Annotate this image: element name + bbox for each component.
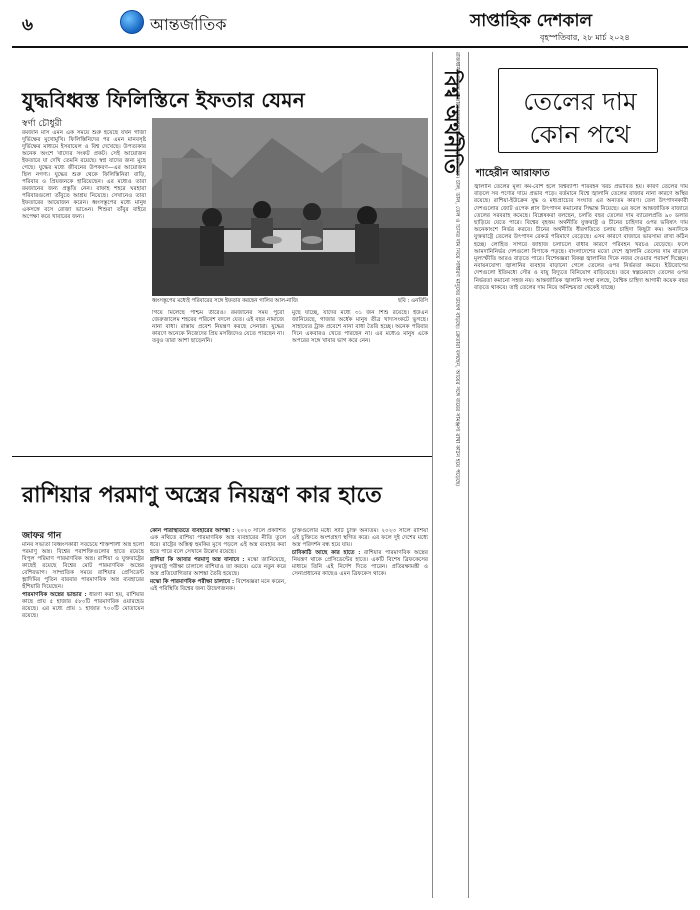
- column-divider: [468, 52, 469, 898]
- story2-paragraph: ২০২০ সালে প্রকাশিত এক নথিতে রাশিয়া পারমাণবিক অস্ত্র ব্যবহারের নীতি তুলে ধরে। রাষ্ট্রের অস্তিত্ব হুমকির মুখে পড়লে এই অস্ত্র ব্যবহার করা হতে পারে বলে সেখানে উল্লেখ রয়েছে।: [150, 528, 286, 555]
- story2-column-2: [150, 528, 286, 892]
- story3-headline-line-2: কোন পথে: [529, 120, 631, 149]
- story1-headline: যুদ্ধবিধ্বস্ত ফিলিস্তিনে ইফতার যেমন: [22, 88, 305, 112]
- photo-caption: [152, 298, 428, 305]
- story3-byline: শাহেরীন আরাফাত: [476, 168, 550, 179]
- story1-paragraph: রমজান মাস এমন এক সময়ে শুরু হয়েছে যখন গাজা দুর্ভিক্ষের মুখোমুখি। ফিলিস্তিনিদের পর এমন মানবসৃষ্ট দুর্ভিক্ষের মাধ্যমে ইসরায়েল ও বিশ্ব দেখেছে। উপত্যকার অনেক অংশে খাদ্যের সংকট প্রকট। সেই আয়োজন ইফতারে যা দেখি তেমনি রয়েছে। স্বপ্ন যাদের জন্য মুছে গেছে। যুদ্ধের মধ্যে জীবনের উপকরণ—এর আয়োজন ছিল নগণ্য। যুদ্ধের শুরু থেকে ফিলিস্তিনিরা বাড়ি, পরিবার ও প্রিয়জনকে হারিয়েছেন। এর মধ্যেও তারা রমজানের জন্য প্রস্তুতি নেন। রাফাহ শহরে ঘরহারা পরিবারগুলো তাঁবুতে আশ্রয় নিয়েছে। সেখানেও তারা ইফতারের আয়োজন করেন। ধ্বংসস্তূপের মধ্যে মানুষ একসঙ্গে বসে রোজা ভাঙেন। শিশুরা তাঁবুর বাইরে অপেক্ষা করে খাবারের জন্য।: [22, 130, 146, 220]
- story2-column-3: [292, 528, 428, 892]
- story1-column-2: [152, 310, 284, 452]
- story3-headline-line-1: তেলের দাম: [523, 87, 637, 116]
- globe-icon: [120, 10, 144, 34]
- story2-subhead: চাবিকাঠি আছে কার হাতে :: [292, 550, 361, 556]
- iftar-photo-illustration: [152, 118, 428, 296]
- header-divider: [12, 46, 688, 48]
- section-name: আন্তর্জাতিক: [150, 15, 227, 34]
- story1-byline: স্বর্ণা চৌধুরী: [22, 119, 63, 129]
- story2-subhead: পারমাণবিক অস্ত্রের ভান্ডার :: [22, 592, 87, 598]
- story2-paragraph: ধারণা করা হয়, রাশিয়ার কাছে প্রায় ৫ হাজার ৫৮০টি পারমাণবিক ওয়ারহেড রয়েছে। এর মধ্যে প্রায় ১ হাজার ৭০০টি মোতায়েন রয়েছে।: [22, 592, 144, 619]
- story-divider: [12, 456, 432, 457]
- page-number: ৬: [22, 15, 34, 35]
- story1-paragraph: মুছে যাচ্ছে, যাদের মধ্যে ৩১ জন শিশু রয়েছে। ইউএন জানিয়েছে, গাজার অর্ধেক মানুষ তীব্র খাদ্যসংকটে ভুগছে। সাহায্যের ট্রাক প্রবেশে নানা বাধা তৈরি হচ্ছে। অনেক পরিবার দিনে একবারও খেতে পারছেন না। এর মধ্যেও মানুষ একে অপরের সঙ্গে খাবার ভাগ করে নেন।: [292, 310, 428, 344]
- newspaper-name: সাপ্তাহিক দেশকাল: [470, 11, 593, 31]
- story3-body: [474, 184, 688, 894]
- story1-column-3: [292, 310, 428, 452]
- story2-column-1: [22, 542, 144, 892]
- photo-credit: ছবি : এনবিসি: [397, 298, 428, 304]
- page-header: [0, 0, 700, 52]
- story2-subhead: রাশিয়া কি আবার পরমাণু অস্ত্র বানাবে :: [150, 557, 245, 563]
- story3-paragraph: জ্বালানি তেলের মূল্য কম-বেশি হলে বিশ্বব্যাপী পরিবহন খরচ প্রভাবিত হয়। কারণ তেলের দাম বাড়লে সব পণ্যের দামে প্রভাব পড়ে। বর্তমানে বিশ্বে জ্বালানি তেলের বাজার নানা কারণে অস্থির রয়েছে। রাশিয়া-ইউক্রেন যুদ্ধ ও মধ্যপ্রাচ্যের সংঘাত এর অন্যতম কারণ। তেল উৎপাদনকারী দেশগুলোর জোট ওপেক প্লাস উৎপাদন কমানোর সিদ্ধান্ত নিয়েছে। এর ফলে আন্তর্জাতিক বাজারে তেলের সরবরাহ কমেছে। বিশ্লেষকরা বলছেন, চলতি বছর তেলের দাম ব্যারেলপ্রতি ৯০ ডলার ছাড়িয়ে যেতে পারে। বিশ্বের বৃহত্তম অর্থনীতি যুক্তরাষ্ট্র ও চীনের চাহিদার ওপর ভবিষ্যৎ দাম অনেকাংশে নির্ভর করবে। চীনের অর্থনীতি ধীরগতিতে চলায় চাহিদা কিছুটা কম। অন্যদিকে যুক্তরাষ্ট্রে তেলের উৎপাদন রেকর্ড পরিমাণে বেড়েছে। এসব কারণে বাজারে ভারসাম্য রাখা কঠিন হচ্ছে। লোহিত সাগরে জাহাজ চলাচলে বাধার কারণে পরিবহন খরচও বেড়েছে। ফলে আমদানিনির্ভর দেশগুলো বিপাকে পড়ছে। বাংলাদেশের মতো দেশে জ্বালানি তেলের দাম বাড়লে মূল্যস্ফীতি আরও বাড়তে পারে। বিশেষজ্ঞরা বিকল্প জ্বালানির দিকে নজর দেওয়ার পরামর্শ দিচ্ছেন। নবায়নযোগ্য জ্বালানির ব্যবহার বাড়ানো গেলে তেলের ওপর নির্ভরতা কমবে। ইউরোপের দেশগুলো ইতিমধ্যে সৌর ও বায়ু বিদ্যুতে বিনিয়োগ বাড়িয়েছে। তবে স্বল্পমেয়াদে তেলের ওপর নির্ভরতা কমানো সহজ নয়। আন্তর্জাতিক জ্বালানি সংস্থা বলছে, বৈশ্বিক চাহিদা আগামী কয়েক বছর বাড়তে থাকবে। তাই তেলের দাম নিয়ে অনিশ্চয়তা থেকেই যাচ্ছে।: [474, 184, 688, 291]
- story1-paragraph: গিয়ে মিলেছে পশ্চিম তীরেও। রমজানের সময় পুরো জেরুজালেম শহরের পরিবেশ বদলে যেত। এই বছর নামাজে নানা বাধা। রাস্তায় প্রবেশ নিয়ন্ত্রণ করছে সেনারা। যুদ্ধের কারণে অনেকে নিজেদের প্রিয় মসজিদেও যেতে পারছেন না। তবুও তারা আশা ছাড়েননি।: [152, 310, 284, 344]
- story2-headline: রাশিয়ার পরমাণু অস্ত্রের নিয়ন্ত্রণ কার হাতে: [22, 483, 382, 508]
- story2-paragraph: মানব সভ্যতা বিধ্বংসকারী সবচেয়ে শক্তিশালী অস্ত্র হলো পরমাণু অস্ত্র। বিশ্বের পরাশক্তিগুলোর হাতে রয়েছে বিপুল পরিমাণ পারমাণবিক অস্ত্র। রাশিয়া ও যুক্তরাষ্ট্রের কাছেই রয়েছে বিশ্বের মোট পারমাণবিক অস্ত্রের বেশিরভাগ। সাম্প্রতিক সময়ে রাশিয়ার প্রেসিডেন্ট ভ্লাদিমির পুতিন বারবার পারমাণবিক অস্ত্র ব্যবহারের হুঁশিয়ারি দিয়েছেন।: [22, 542, 144, 590]
- story2-subhead: মস্কো কি পারমাণবিক পরীক্ষা চালাবে :: [150, 579, 235, 585]
- photo-caption-text: ধ্বংসস্তূপের মধ্যেই পরিবারের সঙ্গে ইফতার করছেন গালিব আল-নাজি: [152, 298, 298, 304]
- iftar-photo: [152, 118, 428, 296]
- story2-subhead: কোন পরিস্থিতিতে ব্যবহারের আশঙ্কা :: [150, 528, 235, 534]
- vertical-column-title: [430, 68, 468, 184]
- story2-paragraph: রাশিয়ার পারমাণবিক অস্ত্রের নিয়ন্ত্রণ থাকে প্রেসিডেন্টের হাতে। একটি বিশেষ ব্রিফকেসের মাধ্যমে তিনি এই নির্দেশ দিতে পারেন। প্রতিরক্ষামন্ত্রী ও সেনাপ্রধানের কাছেও এমন ব্রিফকেস থাকে।: [292, 550, 428, 577]
- story2-paragraph: বিশেষজ্ঞরা মনে করেন, এই পরিস্থিতি বিশ্বের জন্য উদ্বেগজনক।: [150, 579, 286, 592]
- vertical-column-text: রাজধানীর বিভিন্ন বাজারে নিত্যপণ্যের দাম বাড়তির দিকে। চাল, ডাল, তেল ও চিনির দাম নিয়ে সাধারণ মানুষের উদ্বেগ বাড়ছে। ক্রেতারা বলছেন, আয়ের সঙ্গে ব্যয়ের সামঞ্জস্য রাখা কঠিন হয়ে পড়েছে।: [454, 52, 460, 487]
- story2-paragraph: চুক্তিগুলোর মধ্যে স্টার্ট চুক্তি অন্যতম। ২০২৩ সালে রাশিয়া এই চুক্তিতে অংশগ্রহণ স্থগিত করে। এর ফলে দুই দেশের মধ্যে অস্ত্র পরিদর্শন বন্ধ হয়ে যায়।: [292, 528, 428, 548]
- story2-byline: জাফর গান: [22, 531, 62, 541]
- issue-date: বৃহস্পতিবার, ২৮ মার্চ ২০২৪: [540, 33, 630, 42]
- story1-column-1: [22, 130, 146, 452]
- vertical-column-title-text: বিশ্ব অর্থনীতি: [440, 70, 464, 174]
- story2-paragraph: মস্কো জানিয়েছে, যুক্তরাষ্ট্র পরীক্ষা চালালে রাশিয়াও তা করবে। এতে নতুন করে অস্ত্র প্রতিযোগিতার আশঙ্কা তৈরি হয়েছে।: [150, 557, 286, 577]
